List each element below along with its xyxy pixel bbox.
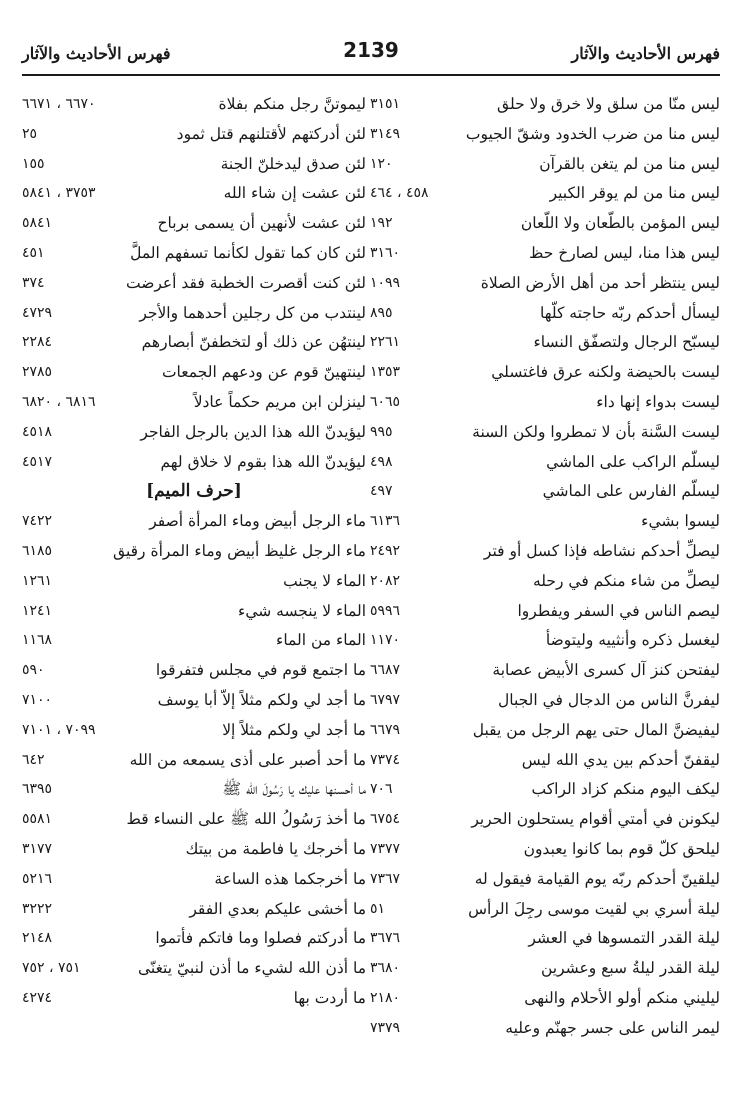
hadith-number: ٣٧٤ xyxy=(22,274,45,291)
index-entry xyxy=(370,120,720,150)
hadith-text: ليفرنَّ الناس من الدجال في الجبال xyxy=(497,690,720,709)
hadith-number: ٣١٦٠ xyxy=(370,244,401,261)
hadith-number: ١٢٠ xyxy=(370,155,393,172)
hadith-text: ليكونن في أمتي أقوام يستحلون الحرير xyxy=(471,810,720,829)
hadith-number: ٤٥١٧ xyxy=(22,453,53,470)
hadith-text: ليسلّم الراكب على الماشي xyxy=(546,452,720,471)
hadith-number: ٣٦٨٠ xyxy=(370,960,401,977)
index-entry xyxy=(22,924,366,954)
hadith-number: ٥٨٤١ xyxy=(22,215,53,232)
hadith-text: ليقفنّ أحدكم بين يدي الله ليس xyxy=(521,750,720,769)
index-entry xyxy=(22,954,366,984)
hadith-text: ما أخرجك يا فاطمة من بيتك xyxy=(185,839,366,858)
index-entry xyxy=(22,90,366,120)
hadith-text: ليفتحن كنز آل كسرى الأبيض عصابة xyxy=(492,661,720,680)
index-entry xyxy=(22,239,366,269)
hadith-text: ليلحق كلّ قوم بما كانوا يعبدون xyxy=(523,839,720,858)
hadith-number: ٤٧٢٩ xyxy=(22,304,53,321)
hadith-text: ليس منّا من سلق ولا خرق ولا حلق xyxy=(497,95,720,113)
hadith-text: ما أخشى عليكم بعدي الفقر xyxy=(189,899,366,918)
index-entry xyxy=(370,656,720,686)
index-column-right xyxy=(370,90,720,1044)
hadith-number: ١٩٢ xyxy=(370,215,393,232)
index-entry xyxy=(22,209,366,239)
index-entry xyxy=(370,954,720,984)
hadith-number: ٥٥٨١ xyxy=(22,811,53,828)
hadith-number: ١٥٥ xyxy=(22,155,45,172)
index-entry xyxy=(22,179,366,209)
hadith-text: ليكف اليوم منكم كزاد الراكب xyxy=(531,780,720,799)
index-entry xyxy=(370,805,720,835)
index-entry xyxy=(370,626,720,656)
index-entry xyxy=(22,746,366,776)
hadith-text: ليست السَّنة بأن لا تمطروا ولكن السنة xyxy=(472,422,720,441)
hadith-text: ليست بالحيضة ولكنه عرق فاغتسلي xyxy=(491,363,720,382)
hadith-number: ٢٥ xyxy=(22,125,38,142)
hadith-number: ٦٤٢ xyxy=(22,751,45,768)
hadith-text: ما اجتمع قوم في مجلس فتفرقوا xyxy=(155,661,366,680)
hadith-number: ٤٢٧٤ xyxy=(22,989,53,1006)
hadith-number: ٤٩٨ xyxy=(370,453,393,470)
hadith-text: لئن كان كما تقول لكأنما تسفهم الملَّ xyxy=(130,243,366,262)
index-entry xyxy=(370,716,720,746)
hadith-number: ٧١٠٠ xyxy=(22,691,53,708)
index-entry xyxy=(370,299,720,329)
hadith-text: ليمر الناس على جسر جهنّم وعليه xyxy=(505,1018,720,1037)
hadith-text: ما أذن الله لشيء ما أذن لنبيّ يتغنّى xyxy=(137,959,366,978)
hadith-text: ليؤيدنّ الله هذا بقوم لا خلاق لهم xyxy=(160,452,366,471)
index-entry xyxy=(22,895,366,925)
section-heading: [حرف الميم] xyxy=(146,481,242,502)
index-entry xyxy=(22,507,366,537)
hadith-text: ما أدركتم فصلوا وما فاتكم فأتموا xyxy=(155,929,366,948)
hadith-number: ٦٠٦٥ xyxy=(370,393,401,410)
hadith-text: ما أخرجكما هذه الساعة xyxy=(214,869,366,888)
index-entry xyxy=(370,239,720,269)
hadith-number: ٦١٣٦ xyxy=(370,513,401,530)
hadith-text: ليؤيدنّ الله هذا الدين بالرجل الفاجر xyxy=(140,422,366,441)
page-number: 2139 xyxy=(343,38,399,62)
hadith-number: ٥٢١٦ xyxy=(22,870,53,887)
running-title-right: فهرس الأحاديث والآثار xyxy=(571,44,720,63)
hadith-number: ٧٥١ ، ٧٥٢ xyxy=(22,960,81,977)
hadith-text: ليصم الناس في السفر ويفطروا xyxy=(517,601,720,620)
index-entry xyxy=(370,537,720,567)
hadith-number: ٢١٤٨ xyxy=(22,930,53,947)
hadith-text: لينتهينّ قوم عن ودعهم الجمعات xyxy=(161,363,366,382)
hadith-text: ليلة أسري بي لقيت موسى رجِلَ الرأس xyxy=(468,899,720,918)
hadith-text: لينتدب من كل رجلين أحدهما والأجر xyxy=(139,303,366,322)
hadith-number: ٤٥٨ ، ٤٦٤ xyxy=(370,185,429,202)
index-entry xyxy=(22,865,366,895)
index-entry xyxy=(370,746,720,776)
hadith-number: ٣١٧٧ xyxy=(22,840,53,857)
index-entry xyxy=(370,358,720,388)
hadith-number: ٧٠٦ xyxy=(370,781,393,798)
hadith-number: ٦٧٥٤ xyxy=(370,811,401,828)
hadith-number: ٢١٨٠ xyxy=(370,989,401,1006)
hadith-number: ٦٦٧٠ ، ٦٦٧١ xyxy=(22,96,96,112)
hadith-text: ليسلّم الفارس على الماشي xyxy=(542,482,720,501)
hadith-number: ٣٧٥٣ ، ٥٨٤١ xyxy=(22,185,96,202)
hadith-number: ٢٢٦١ xyxy=(370,334,401,351)
index-entry xyxy=(22,716,366,746)
index-entry xyxy=(370,895,720,925)
hadith-text: ما أخذ رَسُولُ الله ﷺ على النساء قط xyxy=(126,810,366,829)
index-entry xyxy=(22,775,366,805)
hadith-number: ٨٩٥ xyxy=(370,304,393,321)
hadith-text: ليلة القدر التمسوها في العشر xyxy=(528,929,720,948)
hadith-number: ٧٣٦٧ xyxy=(370,870,401,887)
hadith-text: ليس منا من لم يتغن بالقرآن xyxy=(539,154,720,173)
hadith-text: ليلة القدر ليلةُ سبع وعشرين xyxy=(540,959,720,978)
hadith-text: ليصلِّ من شاء منكم في رحله xyxy=(532,571,720,590)
hadith-text: ليموتنَّ رجل منكم بفلاة xyxy=(218,95,366,113)
index-entry xyxy=(22,656,366,686)
hadith-number: ٣١٤٩ xyxy=(370,125,401,142)
index-entry xyxy=(22,328,366,358)
hadith-text: ليسبّح الرجال ولتصفّق النساء xyxy=(533,333,720,352)
hadith-number: ٧٠٩٩ ، ٧١٠١ xyxy=(22,721,96,738)
hadith-text: لئن أدركتهم لأقتلنهم قتل ثمود xyxy=(176,124,366,143)
hadith-text: ليس ينتظر أحد من أهل الأرض الصلاة xyxy=(480,273,720,292)
hadith-text: لينتهُن عن ذلك أو لتخطفنّ أبصارهم xyxy=(141,333,366,352)
hadith-text: ليلقينّ أحدكم ربّه يوم القيامة فيقول له xyxy=(474,869,720,888)
index-entry xyxy=(22,626,366,656)
hadith-text: ما أجد لي ولكم مثلاً إلا xyxy=(222,720,366,739)
hadith-text: ما أردت بها xyxy=(293,988,366,1007)
hadith-number: ٥٩٩٦ xyxy=(370,602,401,619)
hadith-text: ليست بدواء إنها داء xyxy=(596,392,720,411)
index-entry xyxy=(22,805,366,835)
index-entry xyxy=(22,984,366,1014)
hadith-number: ١٣٥٣ xyxy=(370,364,401,381)
index-entry xyxy=(22,299,366,329)
index-entry xyxy=(370,686,720,716)
index-entry xyxy=(22,597,366,627)
hadith-number: ٧٣٧٩ xyxy=(370,1019,401,1036)
index-entry xyxy=(370,984,720,1014)
hadith-number: ٣١٥١ xyxy=(370,96,401,112)
hadith-text: الماء لا يجنب xyxy=(283,571,366,590)
hadith-number: ٦٧٩٧ xyxy=(370,691,401,708)
index-entry xyxy=(370,150,720,180)
index-entry xyxy=(22,567,366,597)
index-entry xyxy=(370,567,720,597)
page-header xyxy=(22,38,720,72)
hadith-number: ٦٦٧٩ xyxy=(370,721,401,738)
index-entry xyxy=(370,418,720,448)
index-entry xyxy=(370,269,720,299)
hadith-text: لئن صدق ليدخلنّ الجنة xyxy=(220,154,366,173)
index-entry xyxy=(370,448,720,478)
hadith-number: ٣٦٧٦ xyxy=(370,930,401,947)
hadith-text: ليسوا بشيء xyxy=(641,512,720,531)
hadith-number: ٢٧٨٥ xyxy=(22,364,53,381)
header-divider xyxy=(22,74,720,76)
index-entry xyxy=(22,537,366,567)
index-entry xyxy=(370,924,720,954)
index-entry xyxy=(370,209,720,239)
hadith-number: ٢٢٨٤ xyxy=(22,334,53,351)
index-entry xyxy=(370,865,720,895)
index-entry xyxy=(370,597,720,627)
index-entry xyxy=(370,1014,720,1044)
index-entry xyxy=(370,477,720,507)
index-entry xyxy=(22,418,366,448)
hadith-number: ٧٣٧٧ xyxy=(370,840,401,857)
index-entry xyxy=(22,448,366,478)
index-entry xyxy=(370,388,720,418)
index-entry xyxy=(370,90,720,120)
index-entry xyxy=(22,358,366,388)
hadith-number: ٣٢٢٢ xyxy=(22,900,53,917)
hadith-number: ٧٣٧٤ xyxy=(370,751,401,768)
hadith-text: ليغسل ذكره وأنثييه وليتوضأ xyxy=(545,631,720,650)
index-entry xyxy=(370,775,720,805)
hadith-text: لئن عشت لأنهين أن يسمى برباح xyxy=(157,214,366,233)
hadith-text: ما أحد أصبر على أذى يسمعه من الله xyxy=(129,750,366,769)
hadith-number: ٢٠٨٢ xyxy=(370,572,401,589)
hadith-number: ٥١ xyxy=(370,900,386,917)
hadith-number: ١١٦٨ xyxy=(22,632,53,649)
hadith-text: ليسأل أحدكم ربّه حاجته كلّها xyxy=(540,303,720,322)
index-entry xyxy=(22,150,366,180)
hadith-text: لئن عشت إن شاء الله xyxy=(223,184,366,203)
hadith-number: ٦٣٩٥ xyxy=(22,781,53,798)
index-entry xyxy=(370,835,720,865)
hadith-text: لينزلن ابن مريم حكماً عادلاً xyxy=(193,392,366,411)
index-entry xyxy=(22,388,366,418)
hadith-number: ١٢٦١ xyxy=(22,572,53,589)
hadith-number: ٤٩٧ xyxy=(370,483,393,500)
hadith-text: ليس منا من لم يوقر الكبير xyxy=(549,184,720,203)
hadith-number: ٦١٨٥ xyxy=(22,542,53,559)
index-entry xyxy=(370,179,720,209)
index-column-left xyxy=(22,90,366,1014)
hadith-text: ليصلِّ أحدكم نشاطه فإذا كسل أو فتر xyxy=(483,541,720,560)
index-entry xyxy=(22,686,366,716)
hadith-text: ليس المؤمن بالطّعان ولا اللّعان xyxy=(520,214,720,233)
index-entry xyxy=(370,328,720,358)
hadith-text: الماء من الماء xyxy=(276,631,366,650)
hadith-text: ليليني منكم أولو الأحلام والنهى xyxy=(524,988,720,1007)
hadith-text: ماء الرجل غليظ أبيض وماء المرأة رقيق xyxy=(113,541,366,560)
hadith-number: ١٢٤١ xyxy=(22,602,53,619)
hadith-number: ٧٤٢٢ xyxy=(22,513,53,530)
hadith-text: ليس منا من ضرب الخدود وشقّ الجيوب xyxy=(465,124,720,143)
hadith-number: ٢٤٩٢ xyxy=(370,542,401,559)
hadith-number: ٦٦٨٧ xyxy=(370,662,401,679)
hadith-number: ٩٩٥ xyxy=(370,423,393,440)
hadith-number: ٦٨١٦ ، ٦٨٢٠ xyxy=(22,393,96,410)
hadith-text: ليفيضنَّ المال حتى يهم الرجل من يقبل xyxy=(472,720,720,739)
hadith-text: ما أحسنها عليك يا رَسُولَ الله ﷺ xyxy=(222,780,366,799)
hadith-text: الماء لا ينجسه شيء xyxy=(238,601,366,620)
hadith-text: ما أجد لي ولكم مثلاً إلاّ أبا يوسف xyxy=(157,690,366,709)
hadith-text: ماء الرجل أبيض وماء المرأة أصفر xyxy=(149,512,366,531)
hadith-text: ليس هذا منا، ليس لصارخ حظ xyxy=(529,243,720,262)
hadith-number: ١١٧٠ xyxy=(370,632,401,649)
hadith-text: لئن كنت أقصرت الخطبة فقد أعرضت xyxy=(125,273,366,292)
running-title-left: فهرس الأحاديث والآثار xyxy=(22,44,171,63)
hadith-number: ١٠٩٩ xyxy=(370,274,401,291)
hadith-number: ٤٥١ xyxy=(22,244,45,261)
index-entry xyxy=(22,269,366,299)
hadith-number: ٤٥١٨ xyxy=(22,423,53,440)
hadith-number: ٥٩٠ xyxy=(22,662,45,679)
index-entry xyxy=(22,835,366,865)
index-entry xyxy=(22,120,366,150)
index-entry xyxy=(370,507,720,537)
